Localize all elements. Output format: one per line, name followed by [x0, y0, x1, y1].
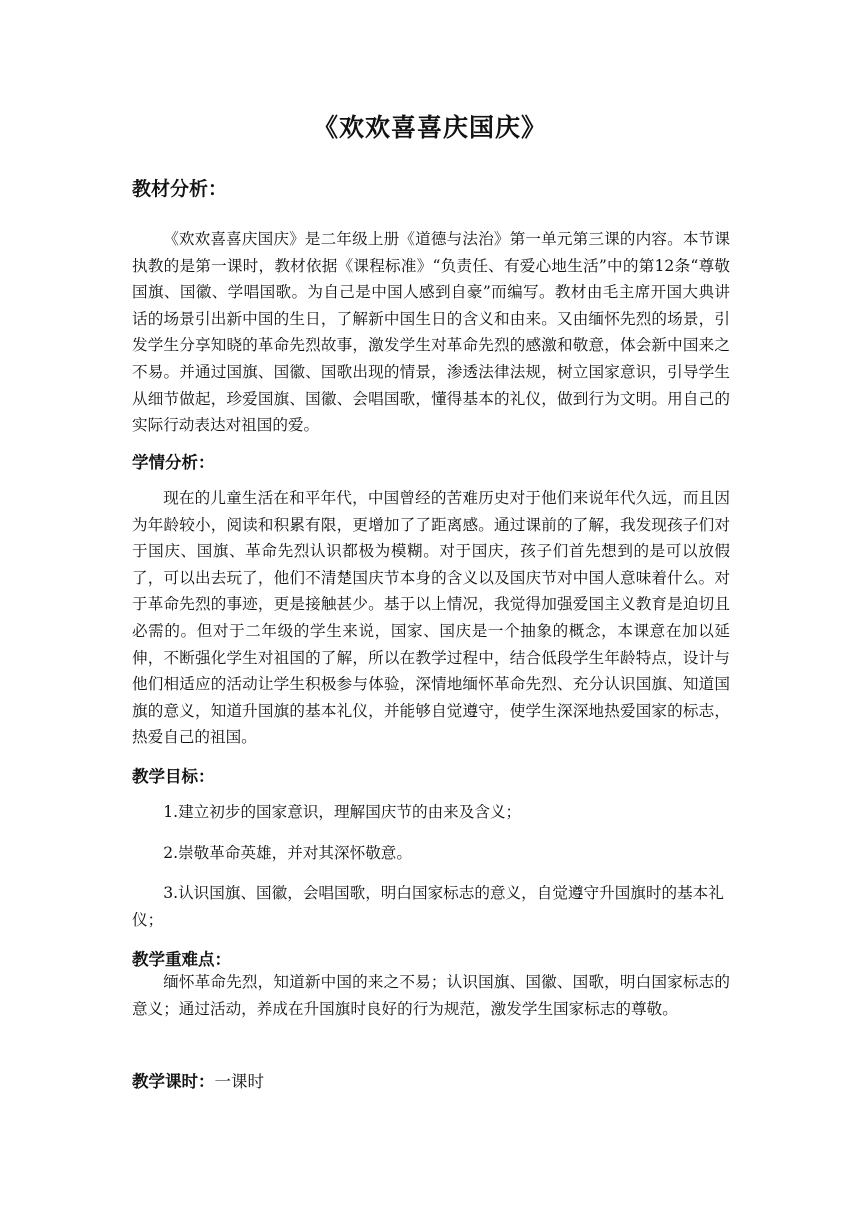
teaching-periods-label: 教学课时：: [132, 1072, 215, 1091]
student-analysis-text: 现在的儿童生活在和平年代，中国曾经的苦难历史对于他们来说年代久远，而且因为年龄较小，阅读和积累有限，更增加了了距离感。通过课前的了解，我发现孩子们对于国庆、国旗、革命先烈认识都极为模糊。对于国庆，孩子们首先想到的是可以放假了，可以出去玩了，他们不清楚国庆节本身的含义以及国庆节对中国人意味着什么。对于革命先烈的事迹，更是接触甚少。基于以上情况，我觉得加强爱国主义教育是迫切且必需的。但对于二年级的学生来说，国家、国庆是一个抽象的概念，本课意在加以延伸，不断强化学生对祖国的了解，所以在教学过程中，结合低段学生年龄特点，设计与他们相适应的活动让学生积极参与体验，深情地缅怀革命先烈、充分认识国旗、知道国旗的意义，知道升国旗的基本礼仪，并能够自觉遵守，使学生深深地热爱国家的标志，热爱自己的祖国。: [132, 489, 730, 747]
material-analysis-text: 《欢欢喜喜庆国庆》是二年级上册《道德与法治》第一单元第三课的内容。本节课执教的是第一课时，教材依据《课程标准》“负责任、有爱心地生活”中的第12条“尊敬国旗、国徽、学唱国歌。为自己是中国人感到自豪”而编写。教材由毛主席开国大典讲话的场景引出新中国的生日，了解新中国生日的含义和由来。又由缅怀先烈的场景，引发学生分享知晓的革命先烈故事，激发学生对革命先烈的感激和敬意，体会新中国来之不易。并通过国旗、国徽、国歌出现的情景，渗透法律法规，树立国家意识，引导学生从细节做起，珍爱国旗、国徽、会唱国歌，懂得基本的礼仪，做到行为文明。用自己的实际行动表达对祖国的爱。: [132, 230, 730, 435]
teaching-goal-item: 1.建立初步的国家意识，理解国庆节的由来及含义；: [163, 803, 522, 821]
key-points-heading: 教学重难点：: [132, 950, 231, 969]
teaching-goals-heading: 教学目标：: [132, 767, 215, 786]
key-points-text: 缅怀革命先烈，知道新中国的来之不易；认识国旗、国徽、国歌，明白国家标志的意义；通过活动，养成在升国旗时良好的行为规范，激发学生国家标志的尊敬。: [132, 973, 730, 1018]
document-title: 《欢欢喜喜庆国庆》: [312, 113, 547, 142]
student-analysis-heading: 学情分析：: [132, 453, 215, 472]
teaching-periods-value: 一课时: [214, 1072, 264, 1091]
material-analysis-heading: 教材分析：: [132, 178, 228, 200]
teaching-periods-row: [132, 1068, 264, 1092]
teaching-goal-item: 2.崇敬革命英雄，并对其深怀敬意。: [163, 844, 412, 862]
teaching-goal-item: 3.认识国旗、国徽，会唱国歌，明白国家标志的意义，自觉遵守升国旗时的基本礼仪；: [132, 884, 724, 929]
